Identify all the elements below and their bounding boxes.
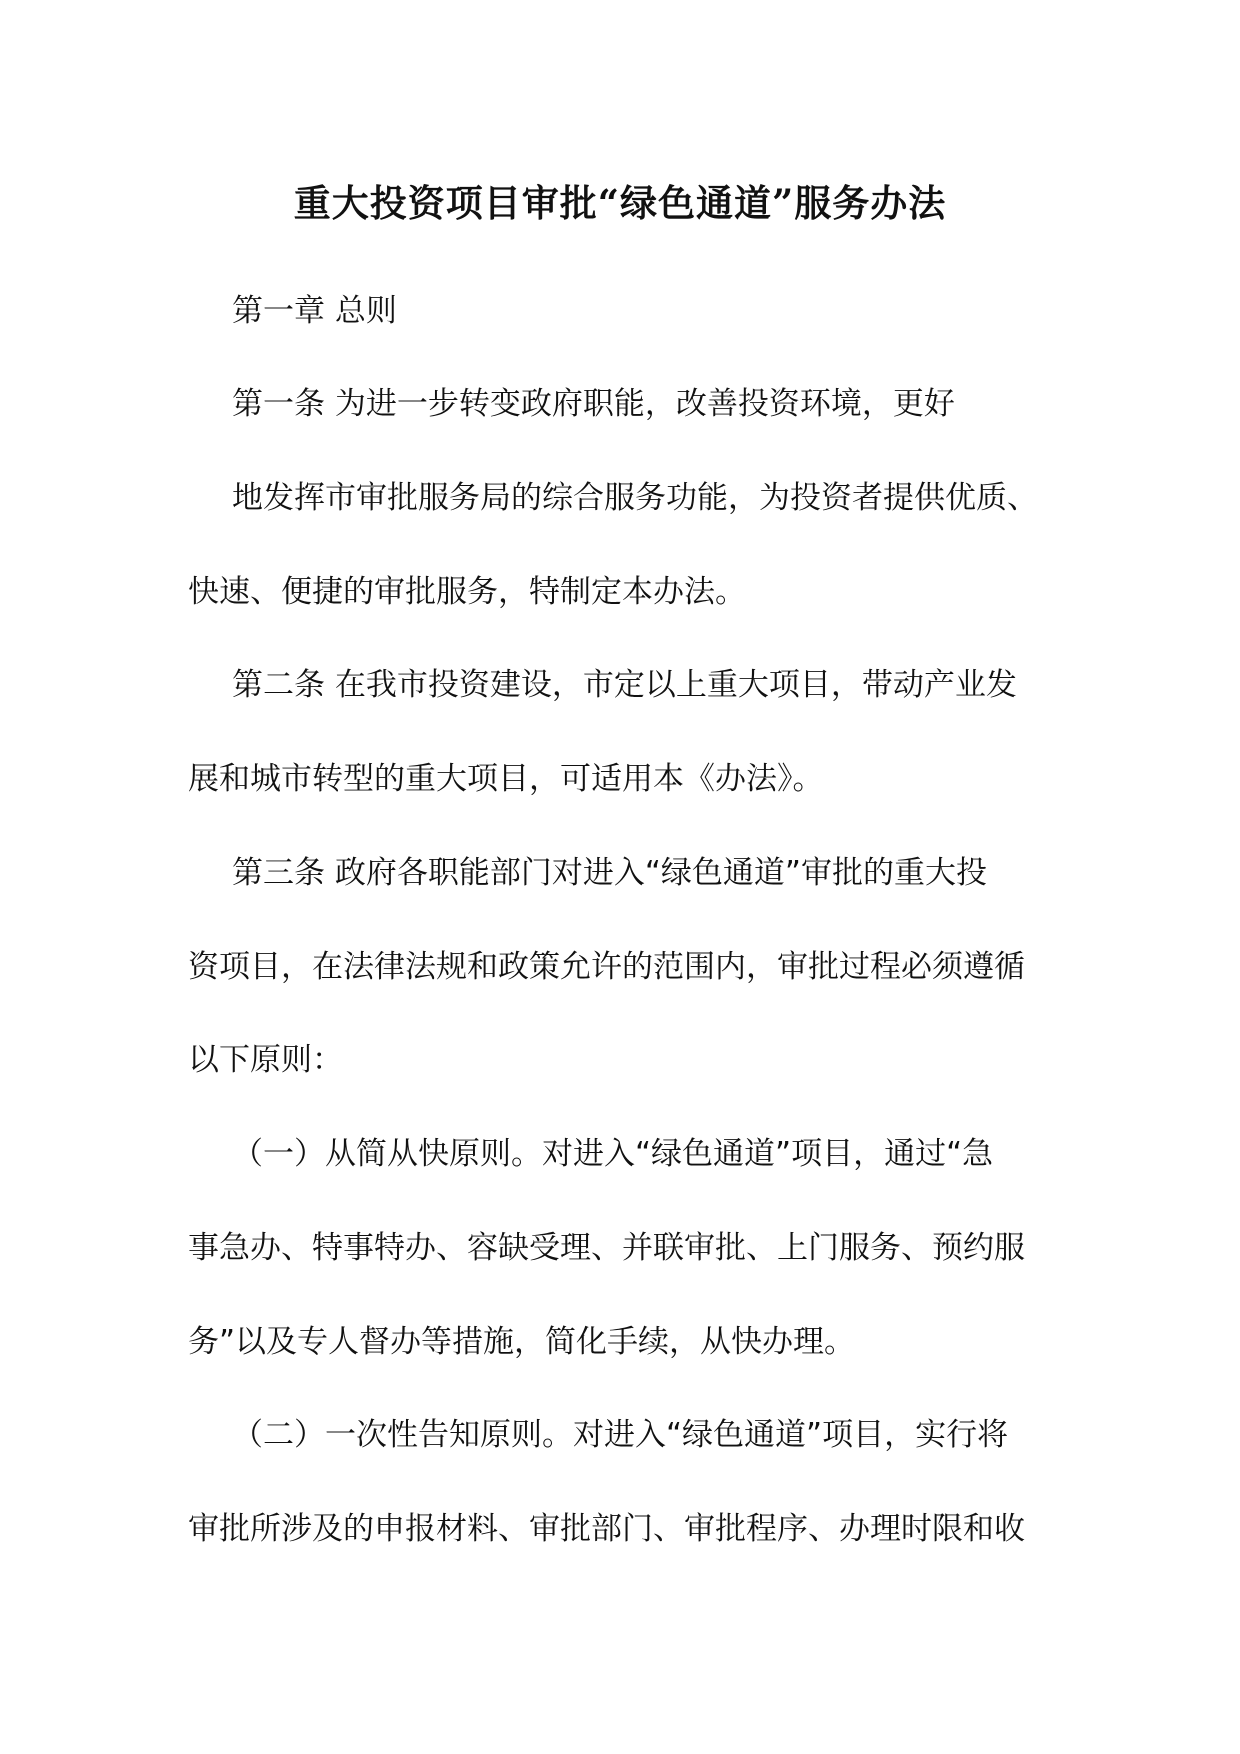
body-line: 审批所涉及的申报材料、审批部门、审批程序、办理时限和收 — [188, 1511, 1025, 1547]
body-line: 以下原则： — [188, 1042, 343, 1078]
body-line: 第二条 在我市投资建设，市定以上重大项目，带动产业发 — [232, 667, 1017, 703]
body-line: 地发挥市审批服务局的综合服务功能，为投资者提供优质、 — [232, 480, 1038, 516]
body-line: 事急办、特事特办、容缺受理、并联审批、上门服务、预约服 — [188, 1230, 1025, 1266]
body-line: 第一条 为进一步转变政府职能，改善投资环境，更好 — [232, 386, 955, 422]
body-line: （一）从简从快原则。对进入“绿色通道”项目，通过“急 — [232, 1136, 994, 1172]
body-line: 展和城市转型的重大项目，可适用本《办法》。 — [188, 761, 824, 797]
body-line: 资项目，在法律法规和政策允许的范围内，审批过程必须遵循 — [188, 949, 1025, 985]
body-line: 第三条 政府各职能部门对进入“绿色通道”审批的重大投 — [232, 855, 987, 891]
body-line: 快速、便捷的审批服务，特制定本办法。 — [188, 574, 746, 610]
body-line: 务”以及专人督办等措施，简化手续，从快办理。 — [188, 1324, 856, 1360]
body-line: （二）一次性告知原则。对进入“绿色通道”项目，实行将 — [232, 1417, 1009, 1453]
chapter-heading: 第一章 总则 — [232, 293, 397, 329]
document-title: 重大投资项目审批“绿色通道”服务办法 — [293, 181, 947, 225]
